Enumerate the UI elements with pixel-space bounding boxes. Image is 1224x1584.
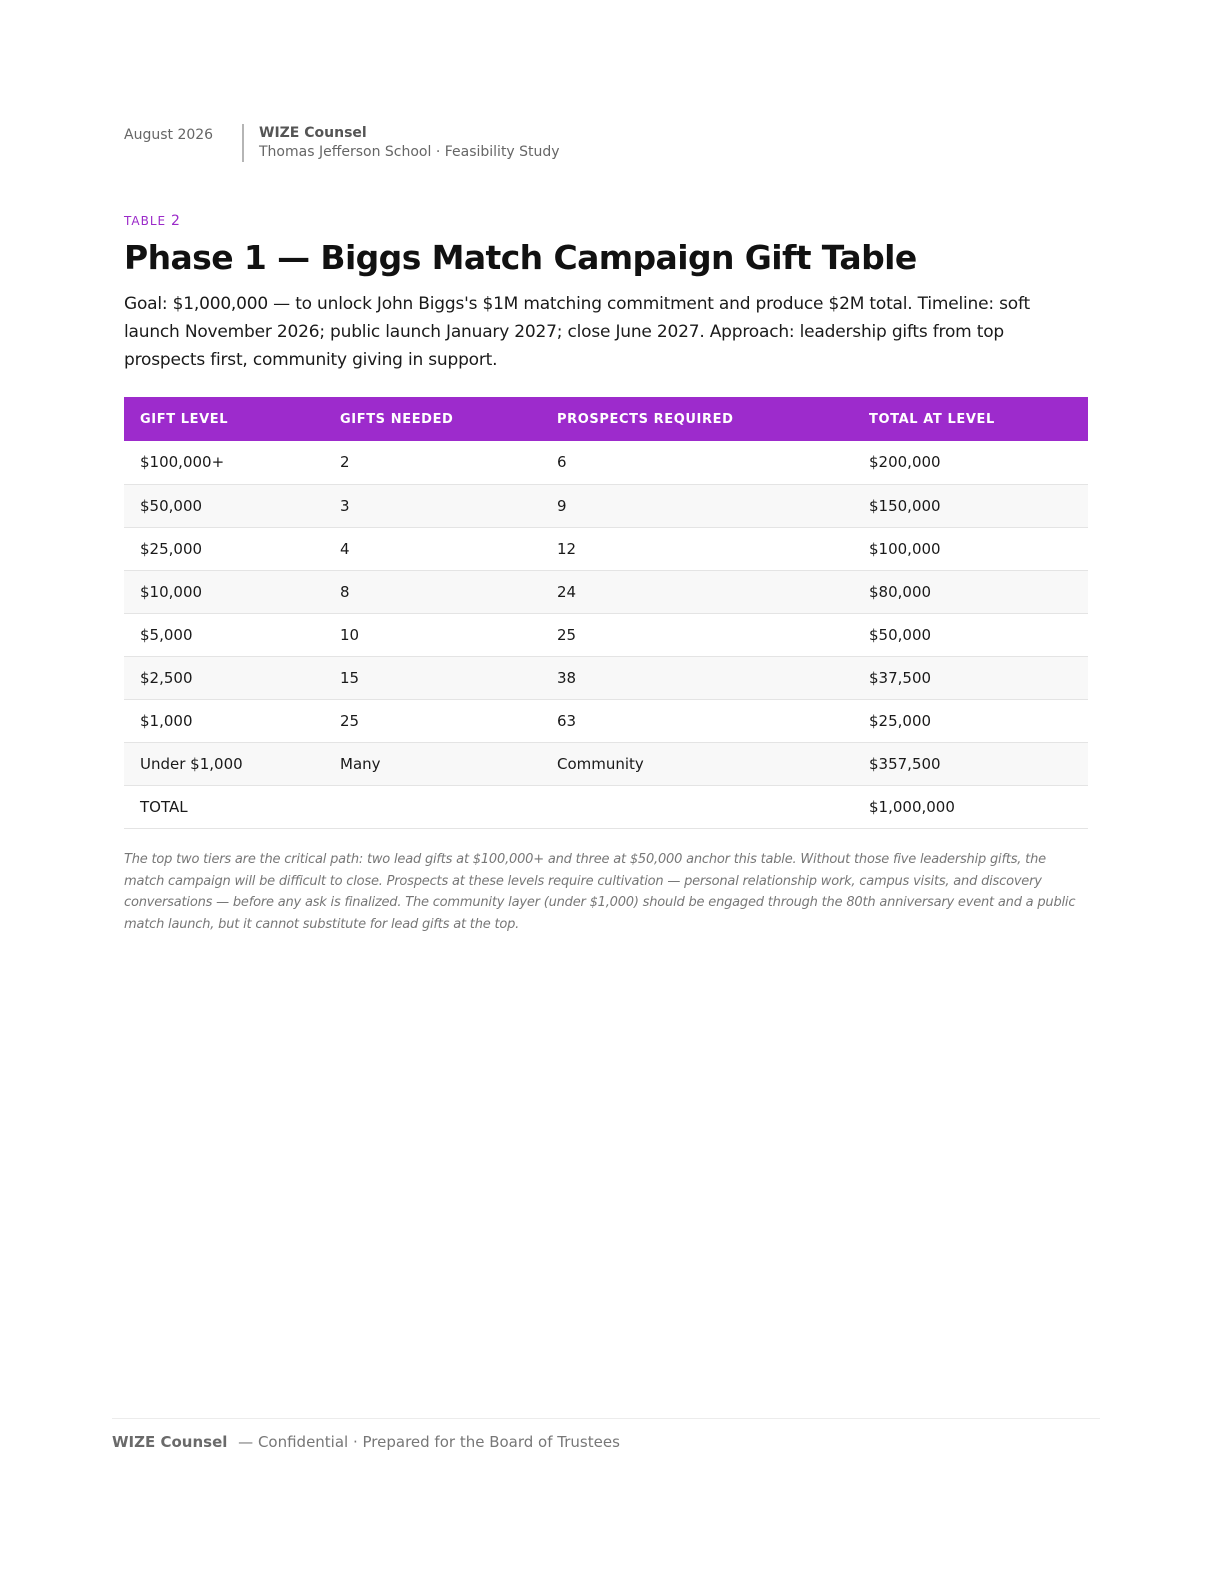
cell-gift-level: Under $1,000 (124, 742, 324, 785)
cell-gifts-needed: 15 (324, 656, 541, 699)
page-title: Phase 1 — Biggs Match Campaign Gift Table (124, 238, 917, 277)
gift-table (124, 397, 1088, 829)
table-row (124, 441, 1088, 484)
table-row (124, 570, 1088, 613)
cell-gift-level: $50,000 (124, 484, 324, 527)
cell-total-at-level: $150,000 (853, 484, 1088, 527)
cell-gift-level: $5,000 (124, 613, 324, 656)
table-row (124, 742, 1088, 785)
table-note: The top two tiers are the critical path: two lead gifts at $100,000+ and three at $50,000 anchor this table. Without those five leadership gifts, the match campaign will be difficult to close. Prospects at these levels require cultivation — personal relationship work, campus visits, and discovery conversations — before any ask is finalized. The community layer (under $1,000) should be engaged through the 80th anniversary event and a public match launch, but it cannot substitute for lead gifts at the top. (124, 852, 1076, 932)
cell-gifts-needed (324, 785, 541, 828)
column-header-total-at-level: TOTAL AT LEVEL (853, 397, 1088, 441)
page-footer (112, 1433, 620, 1451)
organization-subtitle: Thomas Jefferson School · Feasibility Study (259, 144, 560, 160)
cell-total-at-level: $80,000 (853, 570, 1088, 613)
cell-prospects-required: 38 (541, 656, 853, 699)
cell-total-at-level: $357,500 (853, 742, 1088, 785)
cell-gift-level: TOTAL (124, 785, 324, 828)
cell-gifts-needed: 25 (324, 699, 541, 742)
cell-prospects-required: 63 (541, 699, 853, 742)
table-row (124, 527, 1088, 570)
table-row (124, 613, 1088, 656)
footer-org-name: WIZE Counsel (112, 1433, 228, 1451)
cell-prospects-required: 12 (541, 527, 853, 570)
cell-gifts-needed: 4 (324, 527, 541, 570)
cell-gift-level: $1,000 (124, 699, 324, 742)
organization-name: WIZE Counsel (259, 125, 367, 141)
cell-gifts-needed: 3 (324, 484, 541, 527)
cell-prospects-required: 24 (541, 570, 853, 613)
cell-gift-level: $25,000 (124, 527, 324, 570)
table-row (124, 484, 1088, 527)
cell-total-at-level: $1,000,000 (853, 785, 1088, 828)
cell-prospects-required: 6 (541, 441, 853, 484)
table-eyebrow (124, 213, 180, 229)
table-row (124, 656, 1088, 699)
cell-total-at-level: $25,000 (853, 699, 1088, 742)
cell-total-at-level: $37,500 (853, 656, 1088, 699)
cell-total-at-level: $100,000 (853, 527, 1088, 570)
cell-total-at-level: $200,000 (853, 441, 1088, 484)
cell-gift-level: $10,000 (124, 570, 324, 613)
column-header-gifts-needed: GIFTS NEEDED (324, 397, 541, 441)
cell-gift-level: $2,500 (124, 656, 324, 699)
table-total-row (124, 785, 1088, 828)
footer-divider (112, 1418, 1100, 1419)
cell-gifts-needed: 10 (324, 613, 541, 656)
cell-prospects-required: 25 (541, 613, 853, 656)
cell-prospects-required: Community (541, 742, 853, 785)
column-header-gift-level: GIFT LEVEL (124, 397, 324, 441)
table-eyebrow-label: TABLE (124, 214, 167, 228)
cell-total-at-level: $50,000 (853, 613, 1088, 656)
intro-paragraph: Goal: $1,000,000 — to unlock John Biggs's $1M matching commitment and produce $2M total. Timeline: soft launch November 2026; public launch January 2027; close June 2027. Approach: leadership gifts from top prospects first, community giving in support. (124, 294, 1030, 370)
cell-prospects-required (541, 785, 853, 828)
table-header-row (124, 397, 1088, 441)
document-date: August 2026 (124, 127, 214, 143)
column-header-prospects-required: PROSPECTS REQUIRED (541, 397, 853, 441)
footer-text: — Confidential · Prepared for the Board of Trustees (238, 1433, 620, 1451)
organization-block (242, 124, 560, 162)
table-eyebrow-number: 2 (170, 213, 180, 229)
cell-gifts-needed: Many (324, 742, 541, 785)
document-header (124, 124, 560, 162)
table-row (124, 699, 1088, 742)
cell-gifts-needed: 2 (324, 441, 541, 484)
cell-gifts-needed: 8 (324, 570, 541, 613)
cell-gift-level: $100,000+ (124, 441, 324, 484)
cell-prospects-required: 9 (541, 484, 853, 527)
